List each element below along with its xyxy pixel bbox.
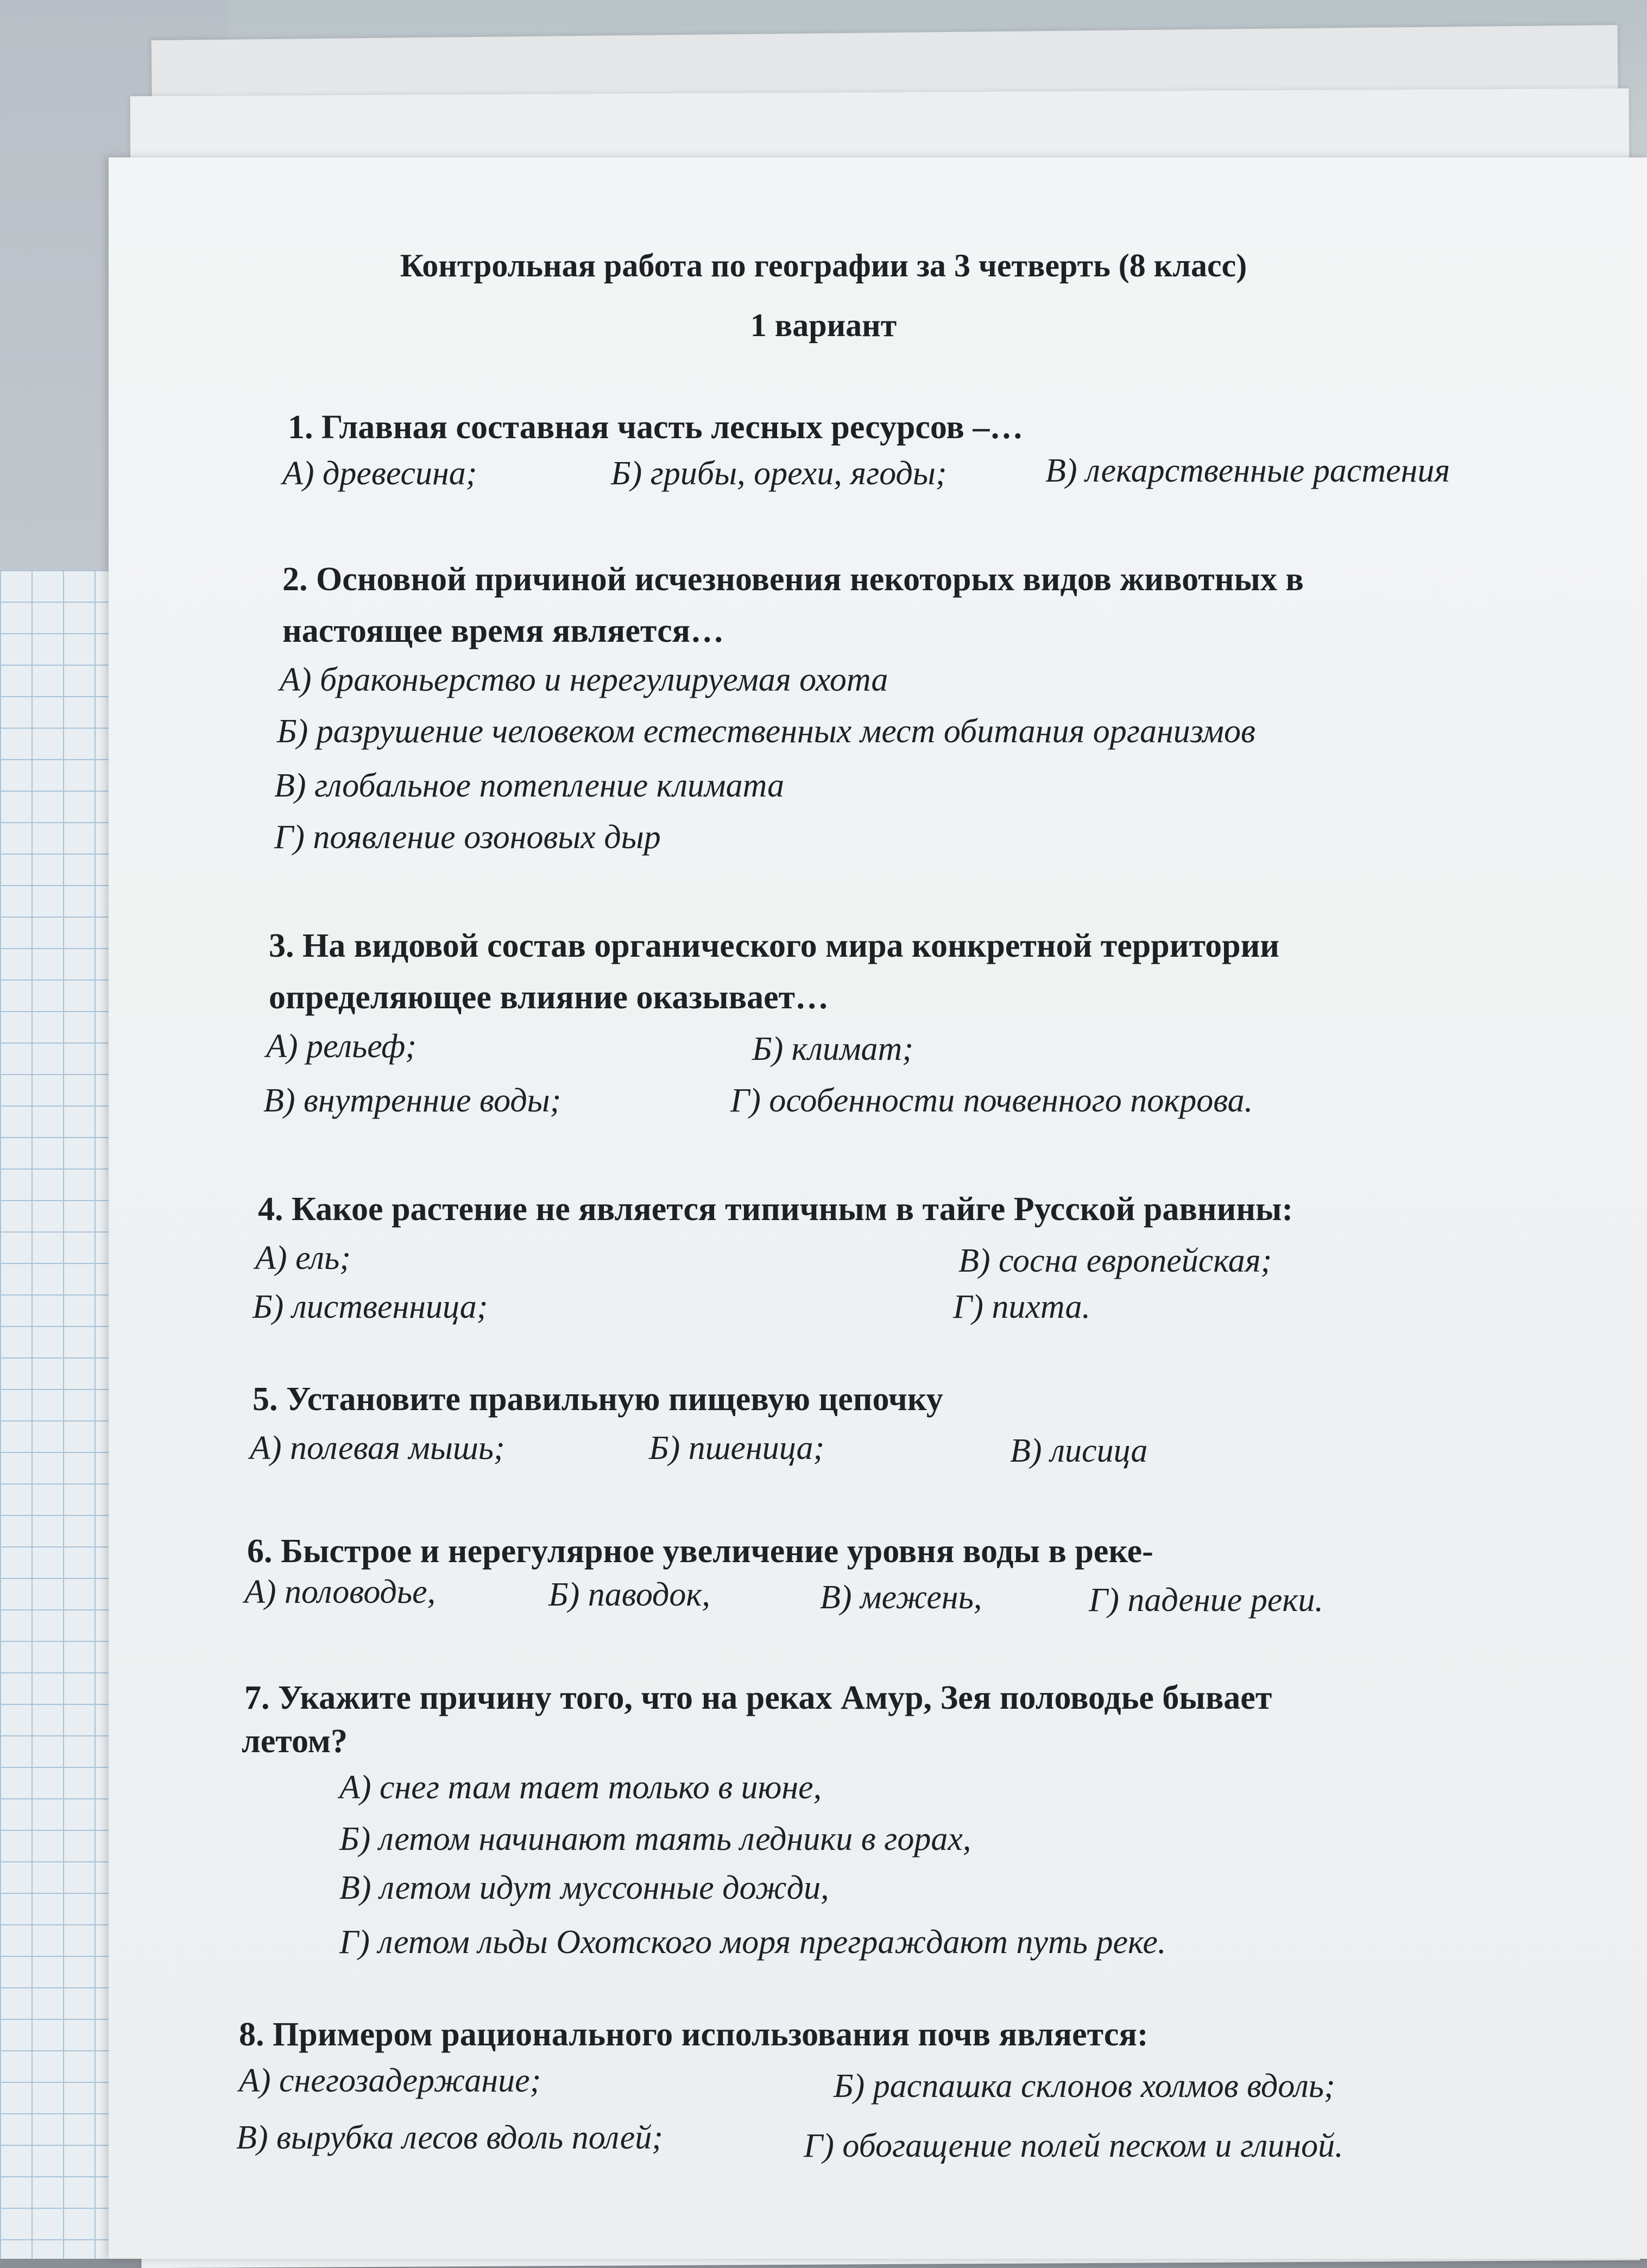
answer-3d: Г) особенности почвенного покрова. [730,1082,1253,1119]
question-1: 1. Главная составная часть лесных ресурсов –… [288,409,1024,446]
answer-4b: Б) лиственница; [253,1288,488,1325]
answer-6d: Г) падение реки. [1089,1582,1323,1619]
question-6: 6. Быстрое и нерегулярное увеличение уровня воды в реке- [247,1533,1153,1570]
answer-2d: Г) появление озоновых дыр [274,819,661,856]
variant-label: 1 вариант [750,307,897,343]
answer-1a: А) древесина; [282,455,477,492]
answer-7a: А) снег там тает только в июне, [339,1769,822,1806]
question-4: 4. Какое растение не является типичным в тайге Русской равнины: [258,1191,1293,1228]
answer-1b: Б) грибы, орехи, ягоды; [611,455,947,492]
question-3-line-1: 3. На видовой состав органического мира конкретной территории [269,927,1280,964]
answer-1c: В) лекарственные растения [1045,452,1450,489]
answer-4d: Г) пихта. [953,1288,1090,1325]
answer-6c: В) межень, [820,1579,982,1616]
answer-3b: Б) климат; [752,1031,913,1067]
answer-6b: Б) паводок, [548,1576,710,1613]
answer-2a: А) браконьерство и нерегулируемая охота [280,661,888,698]
answer-7d: Г) летом льды Охотского моря преграждают путь реке. [339,1924,1166,1961]
answer-2b: Б) разрушение человеком естественных мест обитания организмов [277,713,1255,750]
answer-8a: А) снегозадержание; [239,2062,541,2099]
answer-8b: Б) распашка склонов холмов вдоль; [834,2068,1335,2105]
document-title: Контрольная работа по географии за 3 четверть (8 класс) [400,248,1247,283]
answer-4c: В) сосна европейская; [958,1242,1272,1279]
answer-7c: В) летом идут муссонные дожди, [339,1869,829,1906]
answer-5c: В) лисица [1010,1432,1148,1469]
question-3-line-2: определяющее влияние оказывает… [269,979,829,1016]
answer-5a: А) полевая мышь; [250,1430,505,1467]
answer-5b: Б) пшеница; [649,1430,825,1467]
question-5: 5. Установите правильную пищевую цепочку [253,1381,943,1418]
question-7-line-1: 7. Укажите причину того, что на реках Амур, Зея половодье бывает [244,1679,1272,1716]
answer-4a: А) ель; [255,1240,351,1277]
answer-6a: А) половодье, [244,1574,436,1610]
question-7-line-2: летом? [242,1723,348,1760]
answer-3a: А) рельеф; [266,1028,417,1065]
question-2-line-2: настоящее время является… [282,612,724,649]
answer-8d: Г) обогащение полей песком и глиной. [804,2127,1343,2164]
answer-7b: Б) летом начинают таять ледники в горах, [339,1821,971,1858]
answer-2c: В) глобальное потепление климата [274,767,785,804]
question-8: 8. Примером рационального использования почв является: [239,2016,1149,2053]
question-2-line-1: 2. Основной причиной исчезновения некоторых видов животных в [282,561,1304,598]
answer-8c: В) вырубка лесов вдоль полей; [236,2119,663,2156]
answer-3c: В) внутренние воды; [263,1082,561,1119]
